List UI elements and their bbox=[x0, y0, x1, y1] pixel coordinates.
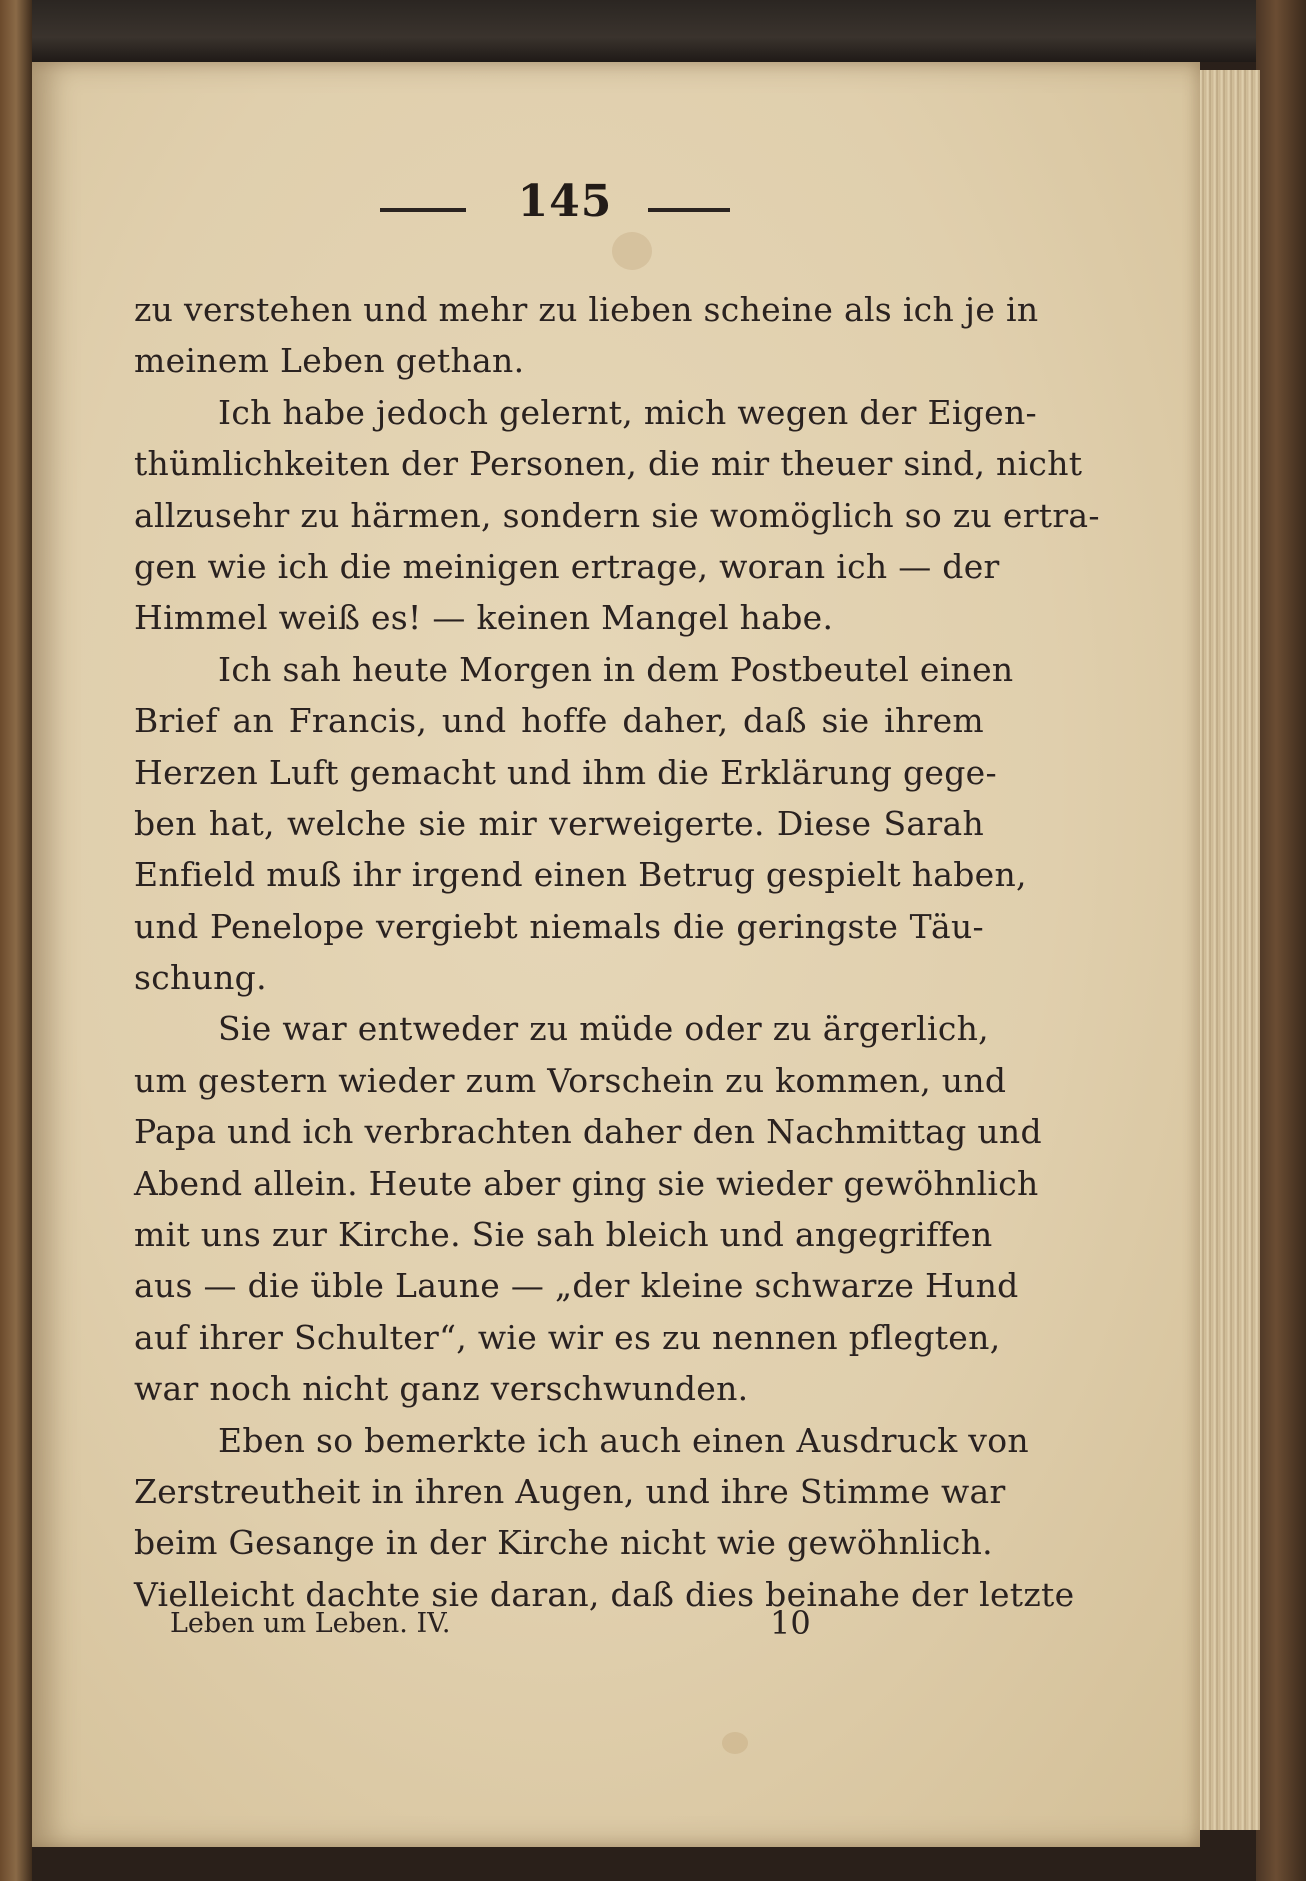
text-line: war noch nicht ganz verschwunden. bbox=[134, 1369, 749, 1409]
text-line: um gestern wieder zum Vorschein zu kommen, und bbox=[134, 1060, 1007, 1100]
text-line: mit uns zur Kirche. Sie sah bleich und angegriffen bbox=[134, 1215, 993, 1255]
page-edges bbox=[1196, 70, 1260, 1830]
body-text bbox=[134, 284, 1100, 1620]
text-line: zu verstehen und mehr zu lieben scheine als ich je in bbox=[134, 290, 1039, 329]
text-line: Ich sah heute Morgen in dem Postbeutel einen bbox=[218, 649, 1014, 689]
text-line: meinem Leben gethan. bbox=[134, 341, 525, 381]
text-line: aus — die üble Laune — „der kleine schwarze Hund bbox=[134, 1266, 1019, 1306]
text-line: Eben so bemerkte ich auch einen Ausdruck von bbox=[218, 1420, 1029, 1460]
text-line: allzusehr zu härmen, sondern sie womöglich so zu ertra- bbox=[134, 495, 1100, 535]
header-rule-left bbox=[380, 208, 466, 212]
text-line: Himmel weiß es! — keinen Mangel habe. bbox=[134, 598, 834, 638]
text-line: Zerstreutheit in ihren Augen, und ihre Stimme war bbox=[134, 1471, 1006, 1511]
text-line: Abend allein. Heute aber ging sie wieder gewöhnlich bbox=[134, 1163, 1039, 1203]
text-line: auf ihrer Schulter“, wie wir es zu nennen pflegten, bbox=[134, 1317, 1001, 1357]
text-line: gen wie ich die meinigen ertrage, woran ich — der bbox=[134, 546, 1000, 586]
text-line: thümlichkeiten der Personen, die mir theuer sind, nicht bbox=[134, 444, 1083, 484]
text-line: Sie war entweder zu müde oder zu ärgerlich, bbox=[218, 1009, 989, 1049]
book-binding-left bbox=[0, 0, 32, 1881]
page-number: 145 bbox=[517, 176, 613, 227]
text-line: ben hat, welche sie mir verweigerte. Diese Sarah bbox=[134, 803, 984, 843]
book-binding-top bbox=[0, 0, 1306, 62]
text-line: schung. bbox=[134, 958, 267, 998]
text-line: und Penelope vergiebt niemals die geringste Täu- bbox=[134, 906, 984, 946]
text-line: Vielleicht dachte sie daran, daß dies beinahe der letzte bbox=[134, 1574, 1075, 1614]
text-line: Ich habe jedoch gelernt, mich wegen der Eigen- bbox=[218, 392, 1037, 432]
text-line: Herzen Luft gemacht und ihm die Erklärung gege- bbox=[134, 752, 997, 792]
footer-book-title: Leben um Leben. IV. bbox=[170, 1608, 451, 1639]
text-line: beim Gesange in der Kirche nicht wie gewöhnlich. bbox=[134, 1523, 993, 1563]
book-binding-right bbox=[1256, 0, 1306, 1881]
paper-stain bbox=[612, 232, 652, 270]
footer-signature-mark: 10 bbox=[770, 1604, 811, 1642]
paper-stain bbox=[722, 1732, 748, 1754]
header-rule-right bbox=[648, 208, 730, 212]
page-footer bbox=[170, 1604, 830, 1652]
text-line: Enfield muß ihr irgend einen Betrug gespielt haben, bbox=[134, 855, 1027, 895]
text-line: Papa und ich verbrachten daher den Nachmittag und bbox=[134, 1112, 1042, 1152]
text-line: Brief an Francis, und hoffe daher, daß sie ihrem bbox=[134, 701, 984, 741]
